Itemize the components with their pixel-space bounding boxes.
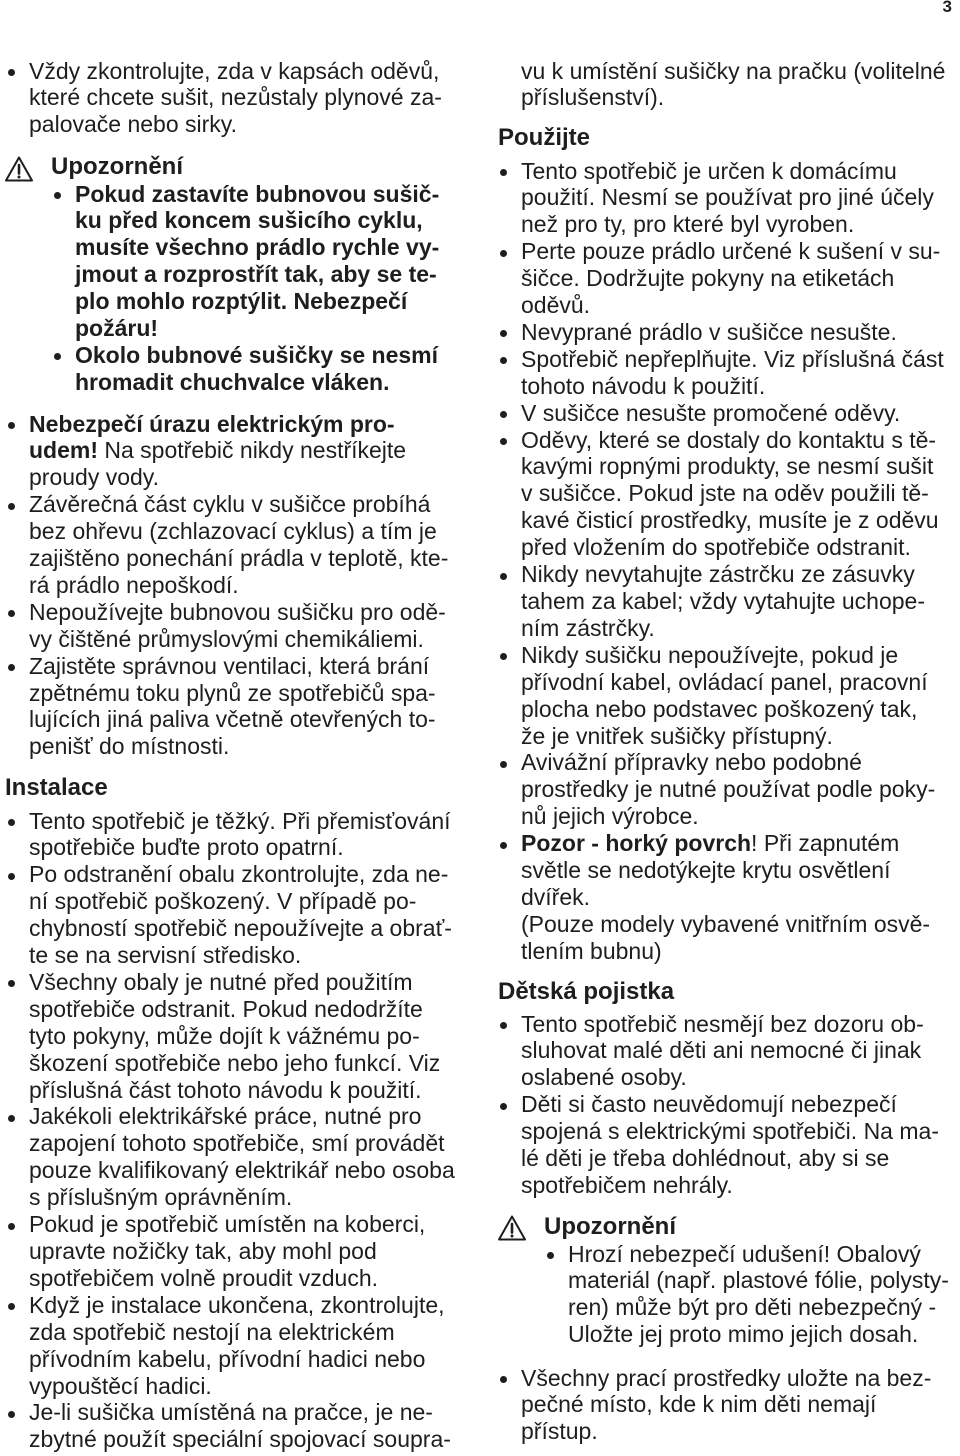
bullet-unwashed (521, 319, 944, 346)
text-line: lujících jiná paliva včetně otevřených to- (29, 706, 436, 733)
bold-text: udem! (29, 437, 98, 464)
bullet-plug (521, 561, 944, 642)
bullet-hazard-awareness (521, 1091, 939, 1199)
bullet-industrial-chemicals (29, 599, 448, 653)
bullet-damaged-appliance (521, 642, 944, 750)
warning-item-stop-drum (75, 181, 439, 342)
text-line: Tento spotřebič nesmějí bez dozoru ob- (521, 1010, 924, 1037)
text-line: Je-li sušička umístěná na pračce, je ne- (29, 1399, 433, 1426)
text-line: spotřebičem volně proudit vzduch. (29, 1264, 379, 1291)
text-line: penišť do místnosti. (29, 733, 230, 760)
text-line: Nikdy nevytahujte zástrčku ze zásuvky (521, 561, 915, 588)
text-line: Pokud zastavíte bubnovou sušič- (75, 180, 440, 207)
text-line: Děti si často neuvědomují nebezpečí (521, 1091, 897, 1118)
text-line: světle se nedotýkejte krytu osvětlení (521, 857, 891, 884)
text-line: zpětnému toku plynů ze spotřebičů spa- (29, 679, 436, 706)
text-line: (Pouze modely vybavené vnitřním osvě- (521, 910, 931, 937)
text-line: přívodním kabelu, přívodní hadici nebo (29, 1345, 426, 1372)
text-line: použití. Nesmí se používat pro jiné účely (521, 184, 934, 211)
text-line: tlením bubnu) (521, 937, 662, 964)
use-list (521, 158, 944, 965)
text-line: dvířek. (521, 883, 591, 910)
text-line: přívodní kabel, ovládací panel, pracovní (521, 668, 928, 695)
stacking-kit-continuation (521, 58, 945, 112)
text-line: příslušná část tohoto návodu k použití. (29, 1076, 422, 1103)
text-line: sluhovat malé děti ani nemocné či jinak (521, 1037, 922, 1064)
text-line: Okolo bubnové sušičky se nesmí (75, 341, 439, 368)
text-line: upravte nožičky tak, aby mohl pod (29, 1238, 377, 1264)
text-line: spotřebiče buďte proto opatrní. (29, 834, 344, 861)
text-line: Po odstranění obalu zkontrolujte, zda ne- (29, 861, 449, 888)
bullet-ventilation (29, 653, 448, 761)
warning-triangle-icon (4, 155, 34, 183)
installation-list (29, 808, 455, 1454)
text-line: oslabené osoby. (521, 1064, 687, 1091)
text-line: šičce. Dodržujte pokyny na etiketách (521, 265, 895, 292)
text-line: pečné místo, kde k nim děti nemají (521, 1391, 877, 1418)
safety-list (29, 411, 448, 761)
bullet-stacking-kit (29, 1399, 455, 1453)
bullet-hot-surface (521, 830, 944, 965)
text-line: vy čištěné průmyslovými chemikáliemi. (29, 625, 424, 652)
text-line: vu k umístění sušičky na pračku (volitelné (521, 57, 946, 84)
text-line: lé děti je třeba dohlédnout, aby si se (521, 1145, 890, 1172)
text-line: ren) může být pro děti nebezpečný - (568, 1294, 937, 1321)
text-line: materiál (např. plastové fólie, polysty- (568, 1267, 949, 1294)
warning-list (568, 1241, 949, 1349)
text-line: že je vnitřek sušičky přístupný. (521, 722, 833, 749)
bold-text: Pozor - horký povrch (521, 830, 752, 857)
text-line: Tento spotřebič je určen k domácímu (521, 157, 897, 184)
text-line: jmout a rozprostřít tak, aby se te- (75, 261, 437, 288)
text-line: než pro ty, pro které byl vyroben. (521, 211, 855, 238)
text-line: bez ohřevu (zchlazovací cyklus) a tím je (29, 518, 437, 545)
text-line: proudy vody. (29, 464, 159, 491)
text-line: Nevyprané prádlo v sušičce nesušte. (521, 318, 897, 345)
text-line: Jakékoli elektrikářské práce, nutné pro (29, 1103, 422, 1130)
bullet-oil-products (521, 427, 944, 562)
text-line: vypouštěcí hadici. (29, 1372, 212, 1399)
text-line: spojená s elektrickými spotřebiči. Na ma- (521, 1118, 939, 1145)
text-line: Zajistěte správnou ventilaci, která brání (29, 652, 430, 679)
text-line: ku před koncem sušicího cyklu, (75, 207, 423, 234)
text-line (521, 830, 944, 857)
text-line: pouze kvalifikovaný elektrikář nebo osoba (29, 1157, 455, 1184)
section-heading-installation: Instalace (5, 774, 108, 801)
text-line: nů jejich výrobce. (521, 803, 699, 830)
warning-title: Upozornění (544, 1213, 676, 1240)
bullet-heavy-appliance (29, 808, 455, 862)
warning-triangle-icon (497, 1214, 527, 1242)
text-line: škození spotřebiče nebo jeho funkcí. Viz (29, 1049, 441, 1076)
bullet-electric-shock (29, 411, 448, 492)
text-line: zajištěno ponechání prádla v teplotě, kte- (29, 545, 449, 572)
text-line: zda spotřebič nestojí na elektrickém (29, 1318, 395, 1345)
text-line: zapojení tohoto spotřebiče, smí provádět (29, 1130, 445, 1157)
left-intro-list (29, 58, 442, 139)
warning-item-suffocation (568, 1241, 949, 1349)
text-line: Nebezpečí úrazu elektrickým pro- (29, 410, 395, 437)
text-line: spotřebiče odstranit. Pokud nedodržíte (29, 995, 423, 1022)
text-line: prostředky je nutné používat podle poky- (521, 776, 936, 803)
text-line: Avivážní přípravky nebo podobné (521, 749, 862, 776)
text-line: zbytné použít speciální spojovací soupra- (29, 1426, 451, 1453)
text-line: ním zástrčky. (521, 614, 655, 641)
text-line: Všechny obaly je nutné před použitím (29, 968, 413, 995)
bullet-check-pockets (29, 58, 442, 139)
text-line: Uložte jej proto mimo jejich dosah. (568, 1321, 919, 1348)
bullet-packaging (29, 969, 455, 1104)
text-run: Na spotřebič nikdy nestříkejte (98, 437, 407, 464)
section-heading-child-safety: Dětská pojistka (498, 978, 675, 1005)
text-line: Pokud je spotřebič umístěn na koberci, (29, 1211, 426, 1238)
child-safety-list (521, 1011, 939, 1199)
text-line: Tento spotřebič je těžký. Při přemisťování (29, 807, 451, 834)
text-line: tohoto návodu k použití. (521, 372, 766, 399)
text-line: oděvů. (521, 292, 591, 319)
warning-list (75, 181, 439, 396)
text-line: Všechny prací prostředky uložte na bez- (521, 1364, 932, 1391)
text-line: chybností spotřebič nepoužívejte a obrať- (29, 915, 452, 942)
warning-item-lint (75, 342, 439, 396)
warning-title: Upozornění (51, 153, 183, 180)
text-line: Hrozí nebezpečí udušení! Obalový (568, 1240, 921, 1267)
text-line: rá prádlo nepoškodí. (29, 571, 239, 598)
text-line: Vždy zkontrolujte, zda v kapsách oděvů, (29, 57, 440, 84)
bullet-power-cable (29, 1292, 455, 1400)
text-line: Závěrečná část cyklu v sušičce probíhá (29, 491, 431, 518)
bullet-domestic-use (521, 158, 944, 239)
text-line: te se na servisní středisko. (29, 942, 302, 969)
text-line: ní spotřebič poškozený. V případě po- (29, 888, 417, 915)
bullet-dripping-wet (521, 400, 944, 427)
bullet-detergents (521, 1365, 931, 1446)
text-line: Oděvy, které se dostaly do kontaktu s tě- (521, 426, 937, 453)
text-line: palovače nebo sirky. (29, 111, 237, 138)
text-line: před vložením do spotřebiče odstranit. (521, 534, 911, 561)
text-line: Nepoužívejte bubnovou sušičku pro odě- (29, 598, 446, 625)
bullet-electrical-work (29, 1103, 455, 1211)
text-line: v sušičce. Pokud jste na oděv použili tě- (521, 480, 929, 507)
text-line: Perte pouze prádlo určené k sušení v su- (521, 238, 941, 265)
text-line: musíte všechno prádlo rychle vy- (75, 234, 440, 261)
text-line: příslušenství). (521, 84, 665, 111)
page-number: 3 (942, 0, 952, 16)
text-line: V sušičce nesušte promočené oděvy. (521, 399, 901, 426)
text-run: ! Při zapnutém (751, 830, 900, 857)
bullet-suitable-fabrics (521, 238, 944, 319)
bullet-softeners (521, 749, 944, 830)
text-line: plo mohlo rozptýlit. Nebezpečí (75, 288, 408, 315)
text-line: tyto pokyny, může dojít k vážnému po- (29, 1022, 420, 1049)
text-line: Když je instalace ukončena, zkontrolujte, (29, 1291, 445, 1318)
text-line: Spotřebič nepřeplňujte. Viz příslušná část (521, 345, 944, 372)
bullet-supervision (521, 1011, 939, 1092)
text-line: Nikdy sušičku nepoužívejte, pokud je (521, 641, 899, 668)
text-line: přístup. (521, 1418, 598, 1445)
text-line: plocha nebo podstavec poškozený tak, (521, 695, 918, 722)
section-heading-use: Použijte (498, 124, 591, 151)
bullet-cooling-cycle (29, 491, 448, 599)
text-line: spotřebičem nehrály. (521, 1171, 733, 1198)
text-line: kavými ropnými produkty, se nesmí sušit (521, 453, 934, 480)
bullet-unpacking (29, 861, 455, 969)
text-line: hromadit chuchvalce vláken. (75, 368, 390, 395)
text-line (29, 437, 448, 464)
text-line: tahem za kabel; vždy vytahujte uchope- (521, 588, 926, 614)
text-line: požáru! (75, 315, 159, 342)
text-line: kavé čisticí prostředky, musíte je z oděvu (521, 507, 939, 534)
bullet-overload (521, 346, 944, 400)
text-line: s příslušným oprávněním. (29, 1184, 293, 1211)
detergents-list (521, 1365, 931, 1446)
bullet-carpet (29, 1211, 455, 1292)
text-line: které chcete sušit, nezůstaly plynové za- (29, 84, 442, 111)
